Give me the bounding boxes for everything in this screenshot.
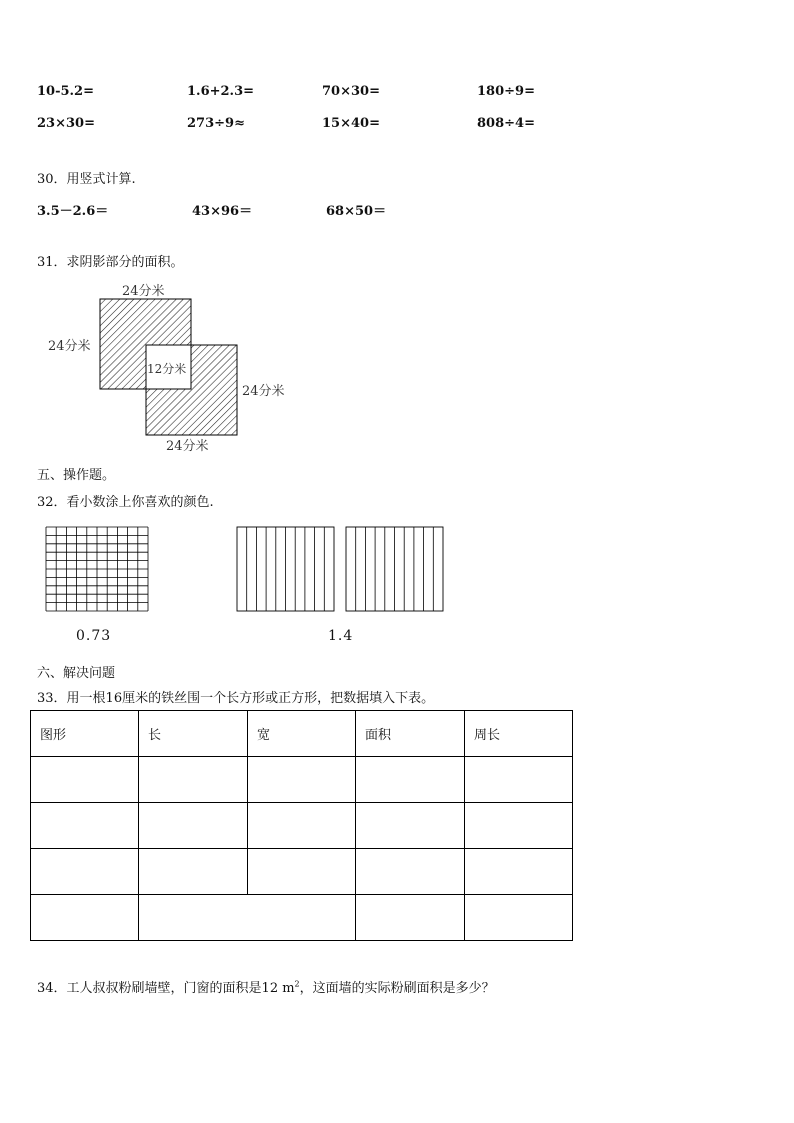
table-cell[interactable] — [356, 849, 465, 895]
table-cell[interactable] — [356, 803, 465, 849]
table-cell[interactable] — [465, 895, 573, 941]
arith-item: 1.6+2.3= — [187, 84, 255, 99]
table-cell[interactable] — [31, 895, 139, 941]
table-row — [31, 803, 573, 849]
arith-item: 273÷9≈ — [187, 116, 245, 131]
label-bottom: 24分米 — [166, 439, 209, 454]
table-cell[interactable] — [465, 849, 573, 895]
table-cell[interactable] — [139, 757, 248, 803]
table-header-cell: 周长 — [465, 711, 573, 757]
question-31-title: 31．求阴影部分的面积。 — [37, 255, 184, 270]
decimal-label: 0.73 — [76, 628, 112, 644]
label-left: 24分米 — [48, 339, 91, 354]
answer-table — [30, 710, 573, 941]
table-cell[interactable] — [31, 803, 139, 849]
vertical-calc-item: 3.5－2.6＝ — [37, 204, 109, 219]
table-cell[interactable] — [356, 757, 465, 803]
arith-item: 15×40= — [322, 116, 380, 131]
table-cell[interactable] — [248, 803, 356, 849]
superscript: 2 — [294, 979, 300, 989]
label-inner: 12分米 — [147, 362, 187, 376]
table-header-row — [31, 711, 573, 757]
decimal-label: 1.4 — [328, 628, 354, 644]
vertical-calc-item: 68×50＝ — [326, 204, 387, 219]
table-cell[interactable] — [31, 757, 139, 803]
shaded-area-diagram — [0, 270, 320, 460]
question-30-title: 30．用竖式计算. — [37, 172, 136, 187]
question-34-title — [37, 977, 495, 996]
table-header-cell: 图形 — [31, 711, 139, 757]
arith-item: 23×30= — [37, 116, 95, 131]
arith-item: 10-5.2= — [37, 84, 94, 99]
table-row — [31, 849, 573, 895]
table-row — [31, 757, 573, 803]
table-cell[interactable] — [356, 895, 465, 941]
question-32-title: 32．看小数涂上你喜欢的颜色. — [37, 495, 214, 510]
table-header-cell: 长 — [139, 711, 248, 757]
table-cell[interactable] — [31, 849, 139, 895]
table-header-cell: 宽 — [248, 711, 356, 757]
arith-item: 180÷9= — [477, 84, 535, 99]
hundred-grid — [45, 526, 149, 612]
question-33-title: 33．用一根16厘米的铁丝围一个长方形或正方形，把数据填入下表。 — [37, 691, 435, 706]
question-34-text-end: ，这面墙的实际粉刷面积是多少？ — [299, 981, 495, 996]
table-cell[interactable] — [248, 757, 356, 803]
table-row — [31, 895, 573, 941]
question-34-text: 34．工人叔叔粉刷墙壁，门窗的面积是12 m — [37, 981, 295, 996]
arith-item: 70×30= — [322, 84, 380, 99]
table-cell[interactable] — [465, 803, 573, 849]
table-cell[interactable] — [248, 849, 356, 895]
vertical-calc-item: 43×96＝ — [192, 204, 253, 219]
arith-item: 808÷4= — [477, 116, 535, 131]
table-cell[interactable] — [139, 849, 248, 895]
table-header-cell: 面积 — [356, 711, 465, 757]
label-top: 24分米 — [122, 284, 165, 299]
section-6-heading: 六、解决问题 — [37, 666, 116, 681]
tenths-strips — [236, 526, 446, 612]
table-cell[interactable] — [139, 803, 248, 849]
label-right: 24分米 — [242, 384, 285, 399]
table-cell[interactable] — [465, 757, 573, 803]
table-cell-merged[interactable] — [139, 895, 356, 941]
section-5-heading: 五、操作题。 — [37, 468, 116, 483]
